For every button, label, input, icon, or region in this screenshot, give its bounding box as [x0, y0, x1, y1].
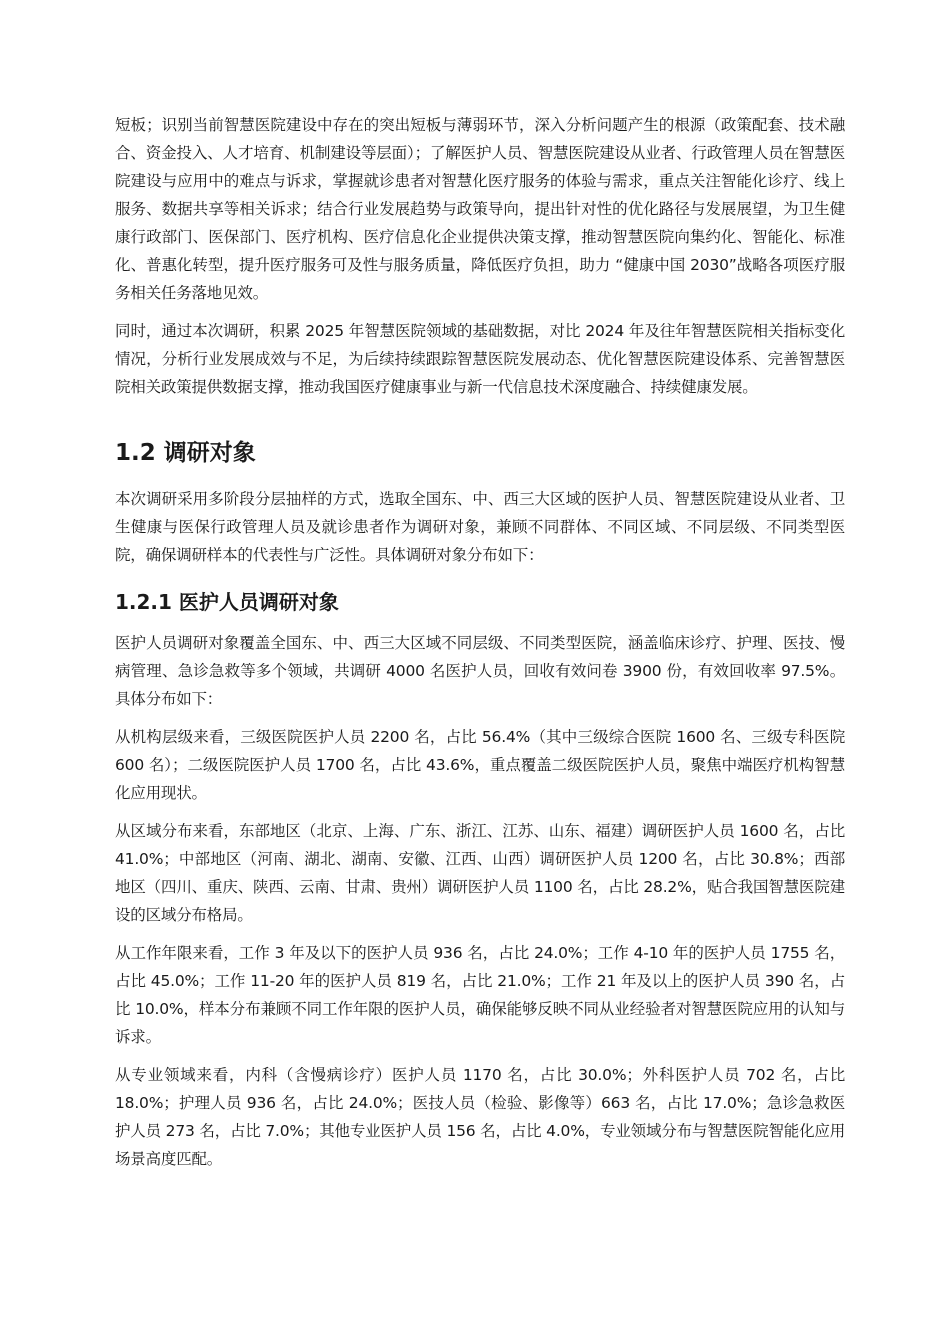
- paragraph-sampling-method: 本次调研采用多阶段分层抽样的方式，选取全国东、中、西三大区域的医护人员、智慧医院建设从业者、卫生健康与医保行政管理人员及就诊患者作为调研对象，兼顾不同群体、不同区域、不同层级、不同类型医院，确保调研样本的代表性与广泛性。具体调研对象分布如下：: [115, 490, 845, 564]
- heading-1-2-survey-subjects: 1.2 调研对象: [115, 440, 256, 466]
- paragraph-regional-distribution: 从区域分布来看，东部地区（北京、上海、广东、浙江、江苏、山东、福建）调研医护人员 1600 名，占比 41.0%；中部地区（河南、湖北、湖南、安徽、江西、山西）调研医护人员 1200 名，占比 30.8%；西部地区（四川、重庆、陕西、云南、甘肃、贵州）调研医护人员 1100 名，占比 28.2%，贴合我国智慧医院建设的区域分布格局。: [115, 822, 845, 924]
- paragraph-institution-level: 从机构层级来看，三级医院医护人员 2200 名，占比 56.4%（其中三级综合医院 1600 名、三级专科医院 600 名）；二级医院医护人员 1700 名，占比 43.6%，重点覆盖二级医院医护人员，聚焦中端医疗机构智慧化应用现状。: [115, 728, 845, 802]
- page-content: [115, 111, 845, 1183]
- paragraph-work-years: 从工作年限来看，工作 3 年及以下的医护人员 936 名，占比 24.0%；工作 4-10 年的医护人员 1755 名，占比 45.0%；工作 11-20 年的医护人员 819 名，占比 21.0%；工作 21 年及以上的医护人员 390 名，占比 10.0%，样本分布兼顾不同工作年限的医护人员，确保能够反映不同从业经验者对智慧医院应用的认知与诉求。: [115, 944, 845, 1046]
- paragraph-staff-overview: 医护人员调研对象覆盖全国东、中、西三大区域不同层级、不同类型医院，涵盖临床诊疗、护理、医技、慢病管理、急诊急救等多个领域，共调研 4000 名医护人员，回收有效问卷 3900 份，有效回收率 97.5%。具体分布如下：: [115, 634, 845, 708]
- paragraph-data-baseline: 同时，通过本次调研，积累 2025 年智慧医院领域的基础数据，对比 2024 年及往年智慧医院相关指标变化情况，分析行业发展成效与不足，为后续持续跟踪智慧医院发展动态、优化智慧医院建设体系、完善智慧医院相关政策提供数据支撑，推动我国医疗健康事业与新一代信息技术深度融合、持续健康发展。: [115, 322, 845, 396]
- paragraph-goals-continued: 短板；识别当前智慧医院建设中存在的突出短板与薄弱环节，深入分析问题产生的根源（政策配套、技术融合、资金投入、人才培育、机制建设等层面）；了解医护人员、智慧医院建设从业者、行政管理人员在智慧医院建设与应用中的难点与诉求，掌握就诊患者对智慧化医疗服务的体验与需求，重点关注智能化诊疗、线上服务、数据共享等相关诉求；结合行业发展趋势与政策导向，提出针对性的优化路径与发展展望，为卫生健康行政部门、医保部门、医疗机构、医疗信息化企业提供决策支撑，推动智慧医院向集约化、智能化、标准化、普惠化转型，提升医疗服务可及性与服务质量，降低医疗负担，助力 “健康中国 2030”战略各项医疗服务相关任务落地见效。: [115, 116, 845, 302]
- paragraph-specialty: 从专业领域来看，内科（含慢病诊疗）医护人员 1170 名，占比 30.0%；外科医护人员 702 名，占比 18.0%；护理人员 936 名，占比 24.0%；医技人员（检验、影像等）663 名，占比 17.0%；急诊急救医护人员 273 名，占比 7.0%；其他专业医护人员 156 名，占比 4.0%，专业领域分布与智慧医院智能化应用场景高度匹配。: [115, 1066, 845, 1168]
- heading-1-2-1-medical-staff: 1.2.1 医护人员调研对象: [115, 590, 339, 614]
